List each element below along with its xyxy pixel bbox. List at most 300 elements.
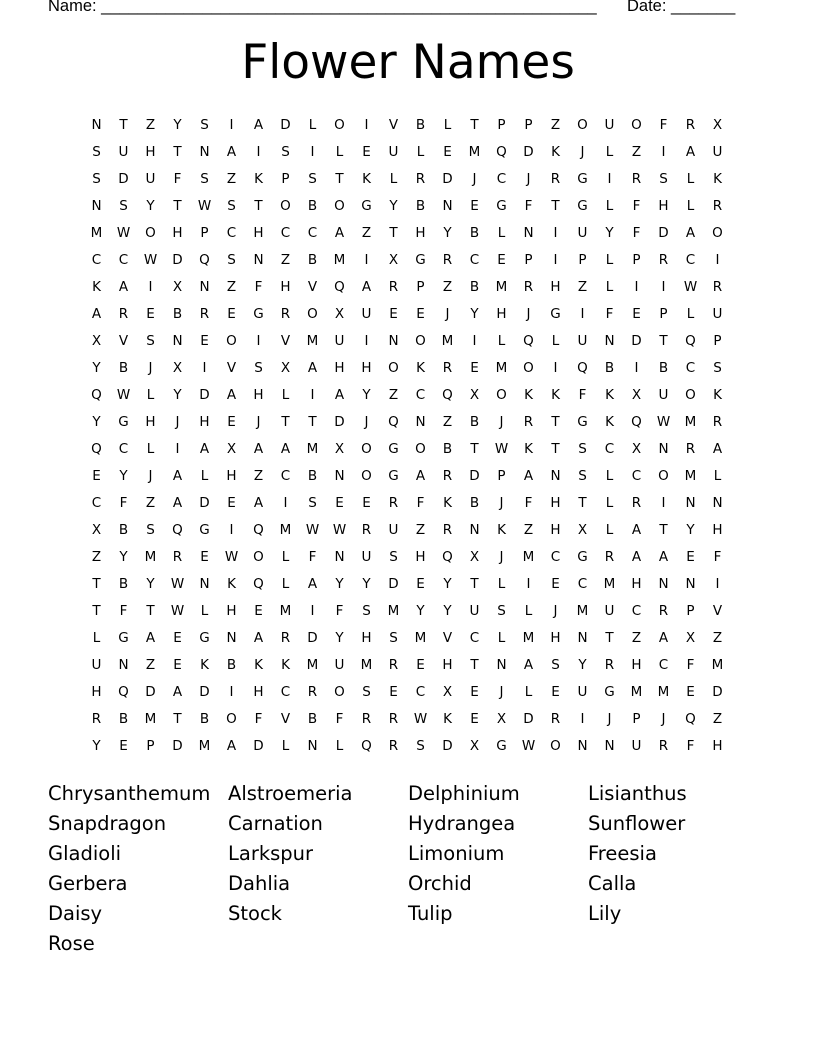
grid-letter: H — [172, 225, 183, 241]
grid-letter: D — [280, 117, 291, 133]
grid-letter: T — [254, 198, 263, 214]
grid-letter: B — [469, 279, 480, 295]
grid-letter: F — [632, 225, 641, 241]
grid-letter: Y — [578, 657, 587, 673]
grid-letter: F — [659, 117, 668, 133]
grid-letter: R — [658, 738, 669, 754]
grid-letter: X — [577, 522, 588, 538]
grid-letter: L — [605, 495, 614, 511]
grid-letter: P — [146, 738, 155, 754]
grid-letter: M — [144, 549, 157, 565]
grid-row — [83, 463, 731, 490]
grid-letter: S — [200, 171, 209, 187]
word-list-item: Alstroemeria — [228, 782, 353, 805]
grid-letter: I — [634, 360, 639, 376]
grid-letter: M — [441, 333, 454, 349]
grid-letter: S — [659, 171, 668, 187]
grid-row — [83, 409, 731, 436]
grid-letter: Q — [91, 387, 102, 403]
grid-row — [83, 274, 731, 301]
grid-letter: L — [497, 225, 506, 241]
grid-letter: T — [578, 495, 587, 511]
grid-letter: O — [415, 333, 426, 349]
grid-letter: F — [335, 603, 344, 619]
grid-letter: G — [496, 198, 507, 214]
grid-letter: J — [364, 414, 369, 430]
grid-letter: M — [684, 468, 697, 484]
grid-letter: F — [686, 738, 695, 754]
grid-letter: N — [496, 657, 507, 673]
word-list-item: Gladioli — [48, 842, 122, 865]
grid-letter: R — [388, 657, 399, 673]
grid-letter: M — [657, 684, 670, 700]
grid-letter: B — [118, 711, 129, 727]
grid-letter: C — [280, 225, 291, 241]
grid-row — [83, 301, 731, 328]
grid-letter: I — [310, 387, 315, 403]
grid-letter: I — [229, 684, 234, 700]
grid-letter: E — [470, 684, 479, 700]
grid-letter: Y — [173, 387, 182, 403]
grid-letter: C — [415, 684, 426, 700]
grid-letter: O — [631, 117, 642, 133]
grid-letter: C — [280, 684, 291, 700]
grid-letter: P — [281, 171, 290, 187]
grid-letter: A — [685, 225, 696, 241]
grid-letter: N — [685, 576, 696, 592]
grid-letter: Z — [631, 630, 642, 646]
grid-letter: U — [145, 171, 156, 187]
grid-letter: C — [118, 441, 129, 457]
grid-letter: S — [362, 684, 371, 700]
grid-letter: I — [553, 225, 558, 241]
grid-letter: V — [118, 333, 129, 349]
grid-letter: L — [605, 522, 614, 538]
grid-letter: Z — [145, 117, 156, 133]
grid-letter: J — [148, 360, 153, 376]
grid-letter: M — [306, 657, 319, 673]
grid-letter: S — [551, 657, 560, 673]
grid-letter: M — [495, 360, 508, 376]
grid-letter: R — [658, 603, 669, 619]
grid-letter: Y — [92, 738, 101, 754]
grid-letter: N — [658, 576, 669, 592]
grid-letter: T — [389, 225, 398, 241]
grid-letter: E — [227, 306, 236, 322]
grid-letter: L — [443, 117, 452, 133]
grid-letter: A — [118, 279, 129, 295]
grid-letter: D — [469, 468, 480, 484]
grid-letter: M — [495, 279, 508, 295]
grid-letter: E — [173, 630, 182, 646]
grid-letter: C — [496, 171, 507, 187]
grid-letter: J — [499, 495, 504, 511]
grid-letter: F — [119, 495, 128, 511]
grid-letter: O — [523, 360, 534, 376]
grid-letter: S — [713, 360, 722, 376]
grid-letter: Y — [443, 603, 452, 619]
grid-letter: Y — [443, 576, 452, 592]
grid-row — [83, 625, 731, 652]
grid-letter: I — [148, 279, 153, 295]
grid-letter: A — [226, 144, 237, 160]
grid-letter: S — [578, 441, 587, 457]
grid-letter: P — [632, 252, 641, 268]
grid-letter: L — [605, 252, 614, 268]
grid-letter: D — [334, 414, 345, 430]
grid-letter: G — [577, 198, 588, 214]
grid-letter: K — [281, 657, 290, 673]
grid-letter: N — [442, 198, 453, 214]
grid-letter: V — [442, 630, 453, 646]
grid-letter: E — [389, 306, 398, 322]
grid-letter: O — [226, 333, 237, 349]
grid-letter: L — [416, 144, 425, 160]
grid-letter: H — [199, 414, 210, 430]
grid-letter: O — [685, 387, 696, 403]
grid-letter: K — [227, 576, 236, 592]
grid-letter: T — [119, 117, 128, 133]
grid-letter: C — [631, 468, 642, 484]
grid-letter: L — [713, 468, 722, 484]
grid-letter: Y — [443, 225, 452, 241]
grid-letter: J — [256, 414, 261, 430]
grid-letter: L — [146, 441, 155, 457]
grid-letter: G — [604, 684, 615, 700]
grid-letter: K — [605, 387, 614, 403]
grid-letter: K — [551, 387, 560, 403]
grid-letter: Z — [550, 117, 561, 133]
grid-letter: S — [254, 360, 263, 376]
grid-letter: K — [524, 441, 533, 457]
grid-letter: J — [499, 684, 504, 700]
grid-letter: Y — [119, 549, 128, 565]
grid-letter: L — [686, 306, 695, 322]
grid-letter: G — [577, 414, 588, 430]
grid-letter: A — [631, 549, 642, 565]
word-list-item: Freesia — [588, 842, 657, 865]
grid-letter: B — [307, 252, 318, 268]
grid-letter: B — [307, 198, 318, 214]
grid-letter: C — [658, 657, 669, 673]
grid-letter: O — [307, 306, 318, 322]
grid-letter: P — [416, 279, 425, 295]
grid-letter: D — [145, 684, 156, 700]
grid-letter: Y — [416, 603, 425, 619]
word-list — [48, 779, 788, 959]
grid-letter: A — [658, 549, 669, 565]
grid-letter: Z — [280, 252, 291, 268]
grid-letter: H — [253, 684, 264, 700]
grid-row — [83, 490, 731, 517]
word-list-item: Hydrangea — [408, 812, 516, 835]
grid-letter: D — [307, 630, 318, 646]
grid-letter: P — [578, 252, 587, 268]
grid-letter: W — [143, 252, 158, 268]
grid-letter: B — [469, 414, 480, 430]
grid-letter: I — [553, 252, 558, 268]
grid-letter: P — [632, 711, 641, 727]
grid-letter: X — [442, 684, 453, 700]
grid-letter: L — [281, 576, 290, 592]
grid-letter: R — [442, 468, 453, 484]
grid-letter: Q — [91, 441, 102, 457]
grid-letter: E — [227, 414, 236, 430]
grid-letter: I — [256, 333, 261, 349]
grid-letter: X — [91, 333, 102, 349]
grid-letter: O — [415, 441, 426, 457]
grid-letter: Y — [605, 225, 614, 241]
grid-letter: C — [685, 252, 696, 268]
grid-letter: Y — [335, 576, 344, 592]
grid-letter: W — [521, 738, 536, 754]
grid-letter: A — [91, 306, 102, 322]
grid-letter: O — [334, 117, 345, 133]
grid-letter: I — [661, 279, 666, 295]
grid-letter: M — [90, 225, 103, 241]
letter-grid — [83, 112, 731, 760]
grid-letter: A — [685, 144, 696, 160]
grid-letter: B — [118, 360, 129, 376]
grid-letter: H — [253, 387, 264, 403]
grid-letter: J — [445, 306, 450, 322]
grid-letter: Z — [523, 522, 534, 538]
grid-letter: X — [631, 387, 642, 403]
grid-letter: J — [526, 171, 531, 187]
grid-letter: H — [145, 144, 156, 160]
grid-row — [83, 355, 731, 382]
grid-letter: N — [577, 738, 588, 754]
grid-letter: A — [172, 684, 183, 700]
grid-letter: B — [172, 306, 183, 322]
grid-letter: L — [335, 144, 344, 160]
grid-letter: K — [254, 657, 263, 673]
grid-letter: Q — [334, 279, 345, 295]
grid-letter: P — [659, 306, 668, 322]
grid-letter: T — [281, 414, 290, 430]
grid-letter: E — [362, 144, 371, 160]
grid-letter: H — [550, 522, 561, 538]
grid-letter: D — [199, 495, 210, 511]
grid-letter: R — [91, 711, 102, 727]
grid-letter: R — [658, 252, 669, 268]
grid-letter: Z — [253, 468, 264, 484]
grid-letter: N — [307, 738, 318, 754]
grid-letter: E — [686, 684, 695, 700]
grid-letter: S — [308, 495, 317, 511]
grid-letter: N — [334, 549, 345, 565]
grid-letter: D — [118, 171, 129, 187]
grid-letter: V — [307, 279, 318, 295]
grid-letter: E — [686, 549, 695, 565]
grid-letter: U — [388, 144, 399, 160]
grid-row — [83, 733, 731, 760]
grid-letter: I — [229, 117, 234, 133]
grid-letter: U — [334, 657, 345, 673]
word-list-item: Limonium — [408, 842, 505, 865]
grid-letter: V — [388, 117, 399, 133]
grid-letter: F — [524, 495, 533, 511]
grid-letter: J — [148, 468, 153, 484]
grid-letter: N — [91, 198, 102, 214]
grid-letter: D — [172, 252, 183, 268]
grid-letter: N — [226, 630, 237, 646]
grid-letter: O — [388, 360, 399, 376]
grid-letter: W — [170, 603, 185, 619]
date-field-label: Date: _______ — [627, 0, 736, 15]
grid-letter: E — [632, 306, 641, 322]
grid-letter: A — [523, 468, 534, 484]
grid-letter: X — [469, 549, 480, 565]
grid-letter: R — [388, 495, 399, 511]
grid-letter: C — [469, 630, 480, 646]
grid-letter: L — [686, 171, 695, 187]
grid-letter: D — [253, 738, 264, 754]
grid-letter: N — [199, 144, 210, 160]
grid-letter: Z — [91, 549, 102, 565]
grid-letter: J — [499, 414, 504, 430]
grid-letter: R — [172, 549, 183, 565]
grid-letter: Y — [362, 576, 371, 592]
grid-letter: F — [335, 711, 344, 727]
grid-letter: Q — [442, 549, 453, 565]
grid-letter: X — [685, 630, 696, 646]
grid-letter: W — [224, 549, 239, 565]
word-list-item: Lily — [588, 902, 622, 925]
grid-letter: F — [686, 657, 695, 673]
grid-letter: N — [550, 468, 561, 484]
grid-letter: C — [307, 225, 318, 241]
grid-letter: Z — [442, 279, 453, 295]
grid-letter: E — [470, 360, 479, 376]
grid-letter: S — [281, 144, 290, 160]
grid-letter: Q — [577, 360, 588, 376]
grid-letter: F — [173, 171, 182, 187]
grid-letter: W — [305, 522, 320, 538]
grid-letter: P — [686, 603, 695, 619]
grid-letter: M — [468, 144, 481, 160]
grid-letter: A — [415, 468, 426, 484]
grid-letter: A — [253, 117, 264, 133]
grid-letter: X — [172, 279, 183, 295]
grid-letter: M — [387, 603, 400, 619]
grid-letter: R — [523, 414, 534, 430]
grid-row — [83, 436, 731, 463]
grid-letter: U — [712, 306, 723, 322]
grid-letter: L — [497, 630, 506, 646]
grid-letter: O — [334, 684, 345, 700]
grid-row — [83, 139, 731, 166]
grid-letter: R — [442, 252, 453, 268]
grid-letter: Z — [442, 414, 453, 430]
grid-letter: E — [443, 144, 452, 160]
grid-letter: C — [280, 468, 291, 484]
grid-letter: N — [469, 522, 480, 538]
grid-letter: A — [334, 225, 345, 241]
grid-letter: I — [580, 306, 585, 322]
grid-letter: Y — [92, 360, 101, 376]
grid-letter: N — [415, 414, 426, 430]
grid-letter: R — [307, 684, 318, 700]
grid-letter: U — [577, 225, 588, 241]
grid-letter: R — [442, 522, 453, 538]
grid-letter: R — [442, 360, 453, 376]
grid-letter: E — [227, 495, 236, 511]
grid-letter: R — [631, 495, 642, 511]
grid-letter: T — [308, 414, 317, 430]
grid-letter: L — [146, 387, 155, 403]
grid-letter: E — [389, 684, 398, 700]
grid-letter: S — [389, 549, 398, 565]
grid-letter: Y — [335, 630, 344, 646]
grid-letter: L — [605, 468, 614, 484]
grid-letter: K — [416, 360, 425, 376]
grid-letter: I — [175, 441, 180, 457]
grid-letter: Y — [146, 576, 155, 592]
grid-letter: X — [334, 306, 345, 322]
grid-row — [83, 166, 731, 193]
grid-letter: T — [470, 117, 479, 133]
grid-letter: I — [364, 117, 369, 133]
grid-letter: N — [334, 468, 345, 484]
word-list-item: Carnation — [228, 812, 323, 835]
grid-letter: C — [469, 252, 480, 268]
grid-letter: L — [281, 738, 290, 754]
grid-letter: K — [443, 495, 452, 511]
grid-letter: C — [685, 360, 696, 376]
grid-letter: Y — [146, 198, 155, 214]
grid-letter: H — [442, 657, 453, 673]
grid-letter: S — [578, 468, 587, 484]
grid-letter: X — [712, 117, 723, 133]
grid-letter: L — [686, 198, 695, 214]
word-list-item: Stock — [228, 902, 282, 925]
grid-letter: Y — [92, 414, 101, 430]
grid-letter: S — [389, 630, 398, 646]
grid-letter: U — [388, 522, 399, 538]
grid-letter: S — [119, 198, 128, 214]
grid-letter: R — [604, 657, 615, 673]
grid-letter: F — [416, 495, 425, 511]
grid-letter: M — [630, 684, 643, 700]
grid-letter: D — [172, 738, 183, 754]
grid-letter: E — [551, 684, 560, 700]
grid-letter: R — [712, 198, 723, 214]
grid-letter: F — [254, 711, 263, 727]
grid-row — [83, 112, 731, 139]
grid-letter: X — [334, 441, 345, 457]
grid-letter: R — [388, 738, 399, 754]
grid-letter: I — [310, 144, 315, 160]
grid-letter: T — [659, 522, 668, 538]
grid-row — [83, 544, 731, 571]
grid-letter: S — [146, 522, 155, 538]
grid-letter: G — [577, 549, 588, 565]
grid-letter: E — [497, 252, 506, 268]
grid-letter: L — [551, 333, 560, 349]
grid-letter: N — [577, 630, 588, 646]
grid-letter: B — [307, 468, 318, 484]
grid-row — [83, 706, 731, 733]
grid-letter: T — [92, 603, 101, 619]
grid-letter: H — [361, 630, 372, 646]
grid-letter: Z — [226, 279, 237, 295]
grid-letter: B — [118, 522, 129, 538]
grid-row — [83, 652, 731, 679]
grid-letter: B — [415, 117, 426, 133]
grid-letter: I — [364, 333, 369, 349]
grid-letter: R — [199, 306, 210, 322]
